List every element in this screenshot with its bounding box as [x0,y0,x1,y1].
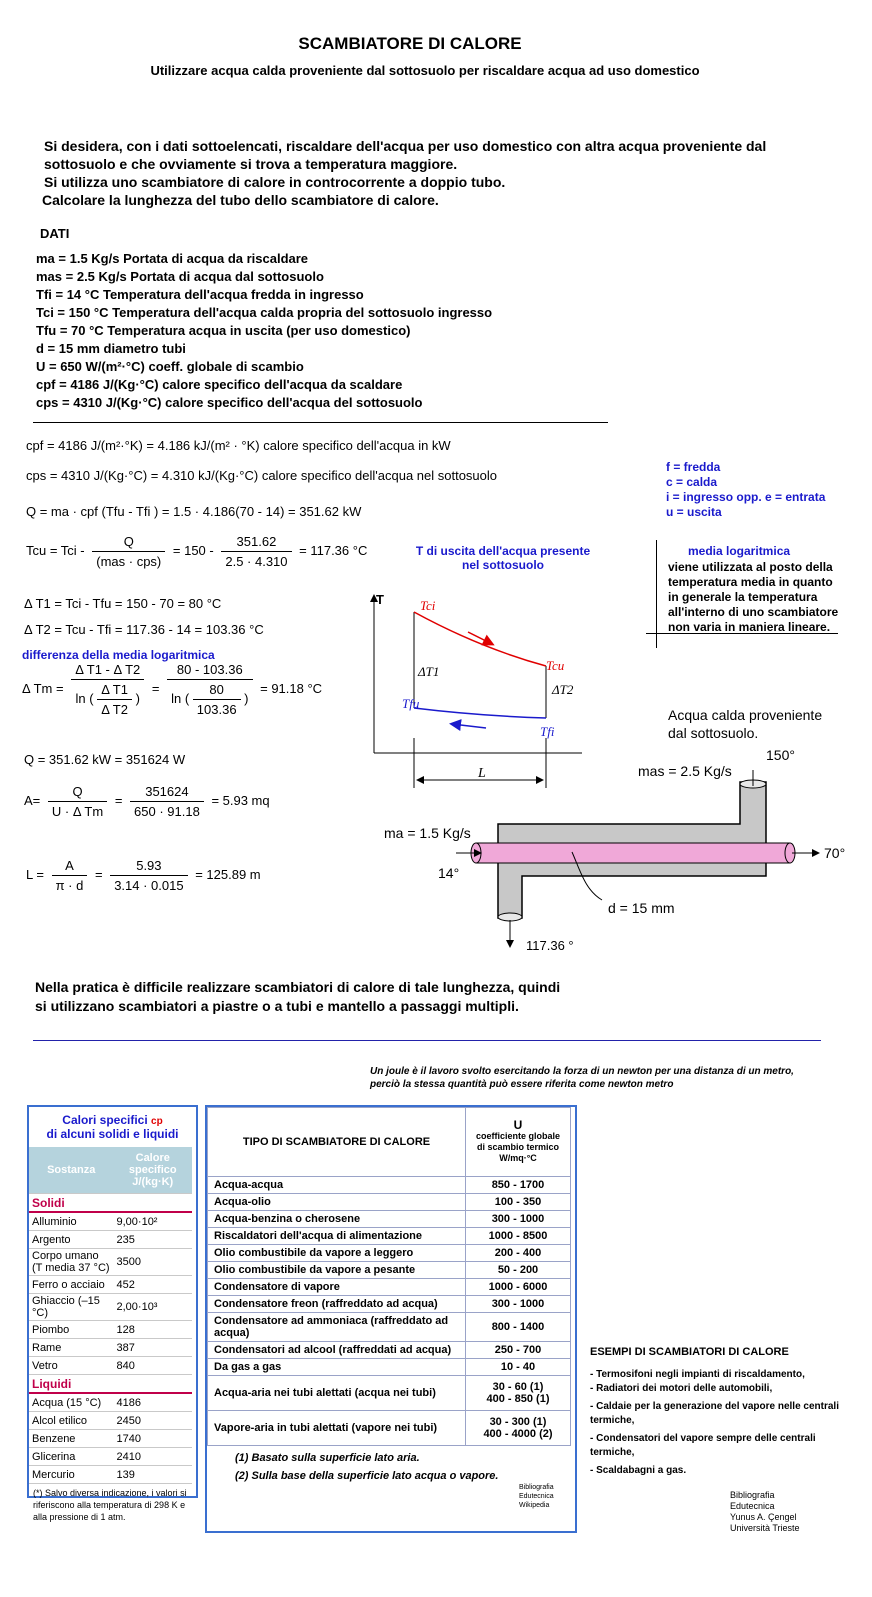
table-row: Riscaldatori dell'acqua di alimentazione 1000 - 8500 [208,1228,571,1245]
dati-item: Tfu = 70 °C Temperatura acqua in uscita (per uso domestico) [36,323,411,338]
calc-q2: Q = 351.62 kW = 351624 W [24,752,186,767]
dtm-lhs: Δ Tm = [22,680,64,696]
tcu-num2: 351.62 [221,534,291,552]
calc-cps: cps = 4310 J/(Kg·°C) = 4.310 kJ/(Kg·°C) calore specifico dell'acqua nel sottosuolo [26,468,498,483]
media-box-line: temperatura media in quanto [668,575,833,589]
a-den: U · Δ Tm [51,804,104,819]
cold-flow-arrow [452,724,486,728]
joule-note [370,1065,794,1091]
example-item: - Radiatori dei motori delle automobili, [590,1383,773,1394]
tcu-res: = 117.36 °C [299,542,368,558]
dati-label: DATI [40,226,70,241]
table-row: Alluminio 9,00·10² [29,1212,192,1231]
calc-a [24,784,270,819]
exchanger-caption [668,706,822,742]
table-row: Mercurio 139 [29,1466,192,1484]
intro-line: Si desidera, con i dati sottoelencati, riscaldare dell'acqua per uso domestico con altra acqua proveniente dal [44,138,767,154]
table-row: Acqua-aria nei tubi alettati (acqua nei tubi) 30 - 60 (1) 400 - 850 (1) [208,1376,571,1411]
l-lhs: L = [26,866,44,882]
dati-item: d = 15 mm diametro tubi [36,341,186,356]
tcu-num: Q [92,534,165,552]
example-item: - Caldaie per la generazione del vapore nelle centrali termiche, [590,1401,839,1426]
calc-dml: differenza della media logaritmica [22,648,215,662]
table-row: Acqua-benzina o cherosene 300 - 1000 [208,1211,571,1228]
graph-dt2: ΔT2 [552,682,574,697]
calc-tcu [26,534,367,569]
intro [44,137,766,209]
section-divider [33,1040,821,1041]
dtm-ln2: ln [171,690,182,706]
table-row: Acqua-acqua 850 - 1700 [208,1177,571,1194]
table-row: Ghiaccio (–15 °C) 2,00·10³ [29,1294,192,1321]
cp-table-panel [27,1105,198,1522]
media-box-line: all'interno di uno scambiatore [668,605,839,619]
u-note1: (1) Basato sulla superficie lato aria. [235,1452,420,1464]
cp-col2: Calore specifico J/(kg·K) [114,1147,193,1194]
table-row: Argento 235 [29,1231,192,1249]
calc-dt1: Δ T1 = Tci - Tfu = 150 - 70 = 80 °C [24,596,222,611]
media-box-line: in generale la temperatura [668,590,818,604]
dati-item: cpf = 4186 J/(Kg·°C) calore specifico dell'acqua da scaldare [36,377,403,392]
legend-item: i = ingresso opp. e = entrata [666,490,826,504]
l-num2: 5.93 [110,858,187,876]
media-box-line: non varia in maniera lineare. [668,620,831,634]
calc-dtm: Δ Tm = Δ T1 - Δ T2 ln ( $\frac{\text{Δ T1}}{\text{Δ T2}}$ ) = 80 - 103.36 ln ( $\frac{80}{103.36}$ ) = 91.18 °C [22,662,323,717]
example-item: - Scaldabagni a gas. [590,1465,687,1476]
cp-title: Calori specifici cp [62,1113,163,1127]
table-row: Vapore-aria in tubi alettati (vapore nei tubi) 30 - 300 (1) 400 - 4000 (2) [208,1411,571,1446]
intro-line: Calcolare la lunghezza del tubo dello scambiatore di calore. [42,192,439,208]
table-row: Acqua-olio 100 - 350 [208,1194,571,1211]
a-eq: = [114,792,123,808]
tcu-note: T di uscita dell'acqua presente nel sottosuolo [415,544,591,572]
cold-curve [414,708,546,718]
table-row: Alcol etilico 2450 [29,1412,192,1430]
hot-flow-arrow [468,632,492,644]
practice-line: Nella pratica è difficile realizzare scambiatori di calore di tale lunghezza, quindi [35,979,561,995]
cp-title2: di alcuni solidi e liquidi [46,1127,179,1141]
dtm-num2: 80 - 103.36 [167,662,252,680]
table-row: Glicerina 2410 [29,1448,192,1466]
shell-bottom-opening [498,913,522,921]
calc-dt2: Δ T2 = Tcu - Tfi = 117.36 - 14 = 103.36 °C [24,622,264,637]
a-den2: 650 · 91.18 [134,804,200,819]
u-h1: TIPO DI SCAMBIATORE DI CALORE [208,1108,466,1177]
table-row: Da gas a gas 10 - 40 [208,1359,571,1376]
legend-item: f = fredda [666,460,721,474]
joule-line: Un joule è il lavoro svolto esercitando la forza di un newton per una distanza di un metro, [370,1066,794,1077]
table-row: Condensatore ad ammoniaca (raffreddato ad acqua) 800 - 1400 [208,1313,571,1342]
dati-list [36,250,492,412]
dtm-res: = 91.18 °C [260,680,323,696]
calc-q: Q = ma · cpf (Tfu - Tfi ) = 1.5 · 4.186(70 - 14) = 351.62 kW [26,504,362,519]
l-den2: 3.14 · 0.015 [114,878,184,893]
table-row: Olio combustibile da vapore a leggero 200 - 400 [208,1245,571,1262]
bibliografia [730,1490,800,1534]
tcu-lhs: Tcu = Tci - [26,542,85,558]
l-den: π · d [55,878,84,893]
tcu-mid: = 150 - [172,542,214,558]
dati-item: cps = 4310 J/(Kg·°C) calore specifico dell'acqua del sottosuolo [36,395,423,410]
table-row: Acqua (15 °C) 4186 [29,1393,192,1412]
joule-line: perciò la stessa quantità può essere riferita come newton metro [370,1079,674,1090]
dati-item: U = 650 W/(m²·°C) coeff. globale di scambio [36,359,304,374]
dati-item: Tci = 150 °C Temperatura dell'acqua calda propria del sottosuolo ingresso [36,305,493,320]
exchanger-d: d = 15 mm [608,900,675,916]
biblio-line: Università Trieste [730,1523,800,1533]
examples-title: ESEMPI DI SCAMBIATORI DI CALORE [590,1346,789,1358]
cp-footnote: (*) Salvo diversa indicazione, i valori si riferiscono alla temperatura di 298 K e alla pressione di 1 atm. [33,1488,187,1522]
graph-tcu: Tcu [546,658,565,673]
caption-line: Acqua calda proveniente [668,707,823,723]
dati-item: ma = 1.5 Kg/s Portata di acqua da riscaldare [36,251,309,266]
dtm-eq: = [151,680,160,696]
practice-note [35,978,560,1016]
l-eq: = [94,866,103,882]
page-title: SCAMBIATORE DI CALORE [298,34,522,53]
exchanger-t150: 150° [766,747,795,763]
exchanger-t70: 70° [824,845,846,861]
table-row: Corpo umano (T media 37 °C) 3500 [29,1249,192,1276]
table-row: Condensatore freon (raffreddato ad acqua) 300 - 1000 [208,1296,571,1313]
exchanger-t14: 14° [438,865,460,881]
intro-line: Si utilizza uno scambiatore di calore in controcorrente a doppio tubo. [44,174,506,190]
media-box-line: viene utilizzata al posto della [668,560,833,574]
cp-solidi: Solidi [29,1194,192,1213]
legend-item: c = calda [666,475,718,489]
intro-line: sottosuolo e che ovviamente si trova a temperatura maggiore. [44,156,458,172]
u-table [207,1107,571,1446]
table-row: Rame 387 [29,1339,192,1357]
graph-y-label: T [376,592,384,607]
graph-tfu: Tfu [402,696,420,711]
table-row: Condensatore di vapore 1000 - 6000 [208,1279,571,1296]
examples-list [590,1368,858,1478]
dtm-in-num2: 80 [193,682,241,700]
graph-l: L [478,766,486,781]
a-num: Q [48,784,107,802]
biblio-line: Bibliografia [730,1490,775,1500]
exchanger-diagram [380,740,870,960]
example-item: - Condensatori del vapore sempre delle centrali termiche, [590,1433,816,1458]
exchanger-t117: 117.36 ° [526,938,574,953]
biblio-line: Yunus A. Çengel [730,1512,797,1522]
l-res: = 125.89 m [195,866,261,882]
calc-cpf: cpf = 4186 J/(m²·°K) = 4.186 kJ/(m² · °K) calore specifico dell'acqua in kW [26,438,451,453]
a-lhs: A= [24,792,41,808]
dtm-ln: ln [75,690,86,706]
tcu-den2: 2.5 · 4.310 [225,554,288,569]
graph-tci: Tci [420,598,436,613]
inner-pipe [476,843,790,863]
u-h2: U coefficiente globale di scambio termico W/mq·°C [466,1108,571,1177]
media-box-text [668,560,838,635]
dtm-in-den: Δ T2 [101,702,128,717]
divider [33,422,608,423]
legend [666,460,825,520]
calc-l [26,858,261,893]
example-item: - Termosifoni negli impianti di riscaldamento, [590,1369,805,1380]
table-row: Benzene 1740 [29,1430,192,1448]
dtm-num: Δ T1 - Δ T2 [71,662,144,680]
caption-line: dal sottosuolo. [668,725,759,741]
exchanger-mas: mas = 2.5 Kg/s [638,763,732,779]
graph-dt1: ΔT1 [418,664,440,679]
media-box-border [656,540,657,648]
graph-tfi: Tfi [540,724,555,739]
practice-line: si utilizzano scambiatori a piastre o a tubi e mantello a passaggi multipli. [35,998,519,1014]
l-num: A [52,858,88,876]
hot-curve [414,612,546,666]
exchanger-ma: ma = 1.5 Kg/s [384,825,471,841]
cp-col1: Sostanza [29,1147,114,1194]
legend-item: u = uscita [666,505,722,519]
tcu-den: (mas · cps) [96,554,162,569]
table-row: Condensatori ad alcool (raffreddati ad acqua) 250 - 700 [208,1342,571,1359]
table-row: Olio combustibile da vapore a pesante 50 - 200 [208,1262,571,1279]
u-table-panel [205,1105,577,1533]
dati-item: mas = 2.5 Kg/s Portata di acqua dal sottosuolo [36,269,324,284]
table-row: Ferro o acciaio 452 [29,1276,192,1294]
a-res: = 5.93 mq [211,792,270,808]
biblio-line: Edutecnica [730,1501,775,1511]
cp-liquidi: Liquidi [29,1375,192,1394]
u-note2: (2) Sulla base della superficie lato acqua o vapore. [235,1470,499,1482]
dtm-in-den2: 103.36 [196,702,237,717]
cp-table [29,1147,192,1484]
a-num2: 351624 [130,784,204,802]
dati-item: Tfi = 14 °C Temperatura dell'acqua fredda in ingresso [36,287,364,302]
media-box-title: media logaritmica [688,544,791,558]
page-subtitle: Utilizzare acqua calda proveniente dal sottosuolo per riscaldare acqua ad uso domestico [150,63,700,78]
table-row: Piombo 128 [29,1321,192,1339]
table-row: Vetro 840 [29,1357,192,1375]
dtm-in-num: Δ T1 [97,682,132,700]
u-biblio: Bibliografia Edutecnica Wikipedia [519,1484,554,1509]
